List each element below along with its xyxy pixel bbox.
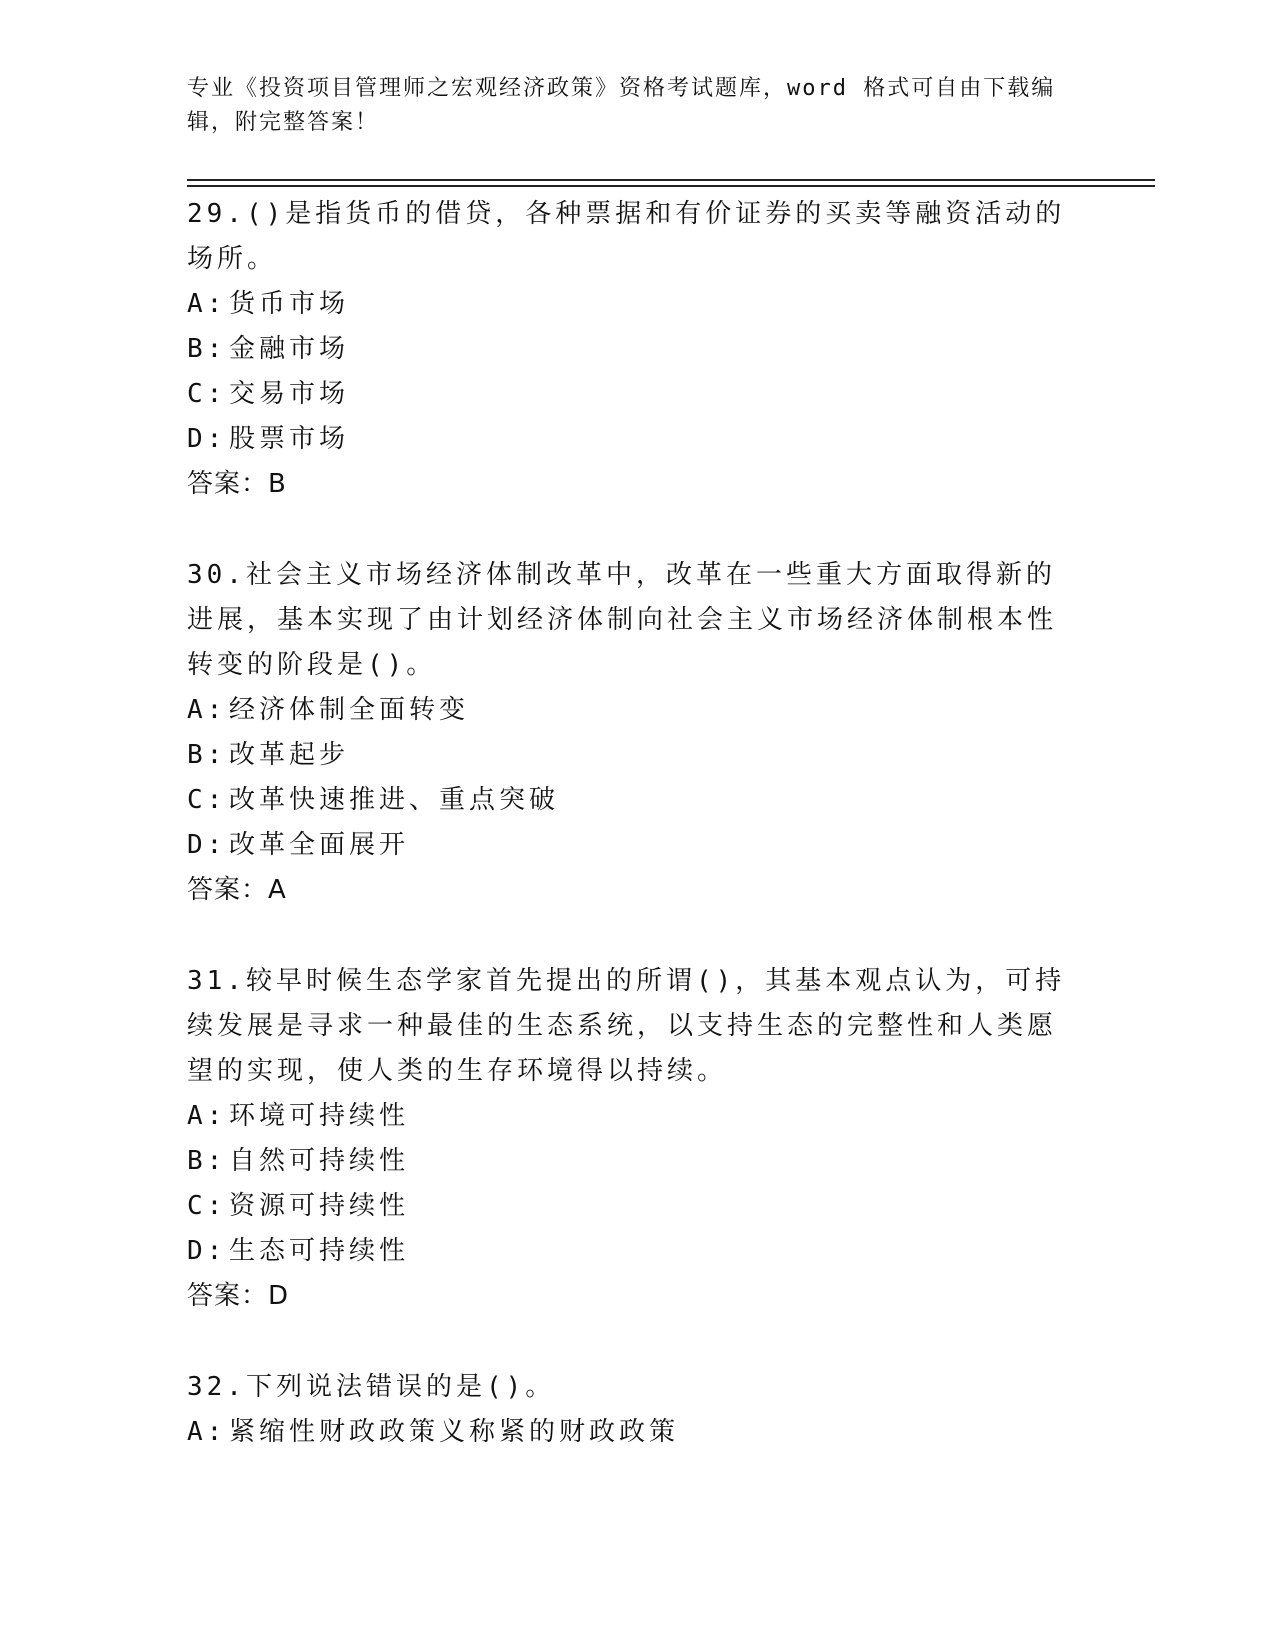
option-a (187, 282, 1087, 327)
question-stem: 29.()是指货币的借贷，各种票据和有价证券的买卖等融资活动的场所。 (187, 199, 1066, 274)
option-text: 资源可持续性 (229, 1191, 410, 1221)
header-divider-bottom (187, 185, 1155, 187)
document-header: 专业《投资项目管理师之宏观经济政策》资格考试题库，word 格式可自由下载编辑，附完整答案！ (187, 76, 1056, 135)
question-list (187, 192, 1087, 1501)
question-stem: 32.下列说法错误的是()。 (187, 1372, 556, 1402)
option-text: 生态可持续性 (229, 1236, 410, 1266)
option-text: 股票市场 (229, 424, 350, 454)
option-key: B: (187, 1146, 227, 1176)
header-divider-top (187, 179, 1155, 181)
option-b (187, 733, 1087, 778)
option-key: D: (187, 830, 227, 860)
option-text: 改革全面展开 (229, 830, 410, 860)
question-stem: 31.较早时候生态学家首先提出的所谓()，其基本观点认为，可持续发展是寻求一种最佳的生态系统，以支持生态的完整性和人类愿望的实现，使人类的生存环境得以持续。 (187, 966, 1066, 1086)
answer-line: 答案：A (187, 875, 287, 905)
option-key: A: (187, 289, 227, 319)
option-b (187, 327, 1087, 372)
option-text: 紧缩性财政政策义称紧的财政政策 (229, 1417, 680, 1447)
option-d (187, 417, 1087, 462)
option-key: D: (187, 424, 227, 454)
option-a (187, 1410, 1087, 1455)
option-text: 交易市场 (229, 379, 350, 409)
option-b (187, 1139, 1087, 1184)
answer-line: 答案：D (187, 1281, 290, 1311)
option-d (187, 1229, 1087, 1274)
answer-line: 答案：B (187, 469, 287, 499)
option-key: A: (187, 695, 227, 725)
option-key: A: (187, 1101, 227, 1131)
option-text: 经济体制全面转变 (229, 695, 470, 725)
option-d (187, 823, 1087, 868)
option-text: 改革快速推进、重点突破 (229, 785, 560, 815)
question-31 (187, 959, 1087, 1319)
option-key: D: (187, 1236, 227, 1266)
option-text: 自然可持续性 (229, 1146, 410, 1176)
option-c (187, 372, 1087, 417)
option-text: 金融市场 (229, 334, 350, 364)
question-30 (187, 553, 1087, 913)
option-a (187, 1094, 1087, 1139)
option-text: 环境可持续性 (229, 1101, 410, 1131)
question-stem: 30.社会主义市场经济体制改革中，改革在一些重大方面取得新的进展，基本实现了由计划经济体制向社会主义市场经济体制根本性转变的阶段是()。 (187, 560, 1058, 680)
option-c (187, 778, 1087, 823)
option-text: 改革起步 (229, 740, 350, 770)
option-key: B: (187, 740, 227, 770)
option-a (187, 688, 1087, 733)
option-key: C: (187, 1191, 227, 1221)
option-key: B: (187, 334, 227, 364)
option-key: C: (187, 379, 227, 409)
option-text: 货币市场 (229, 289, 350, 319)
option-key: C: (187, 785, 227, 815)
question-32 (187, 1365, 1087, 1455)
option-c (187, 1184, 1087, 1229)
question-29 (187, 192, 1087, 507)
option-key: A: (187, 1417, 227, 1447)
